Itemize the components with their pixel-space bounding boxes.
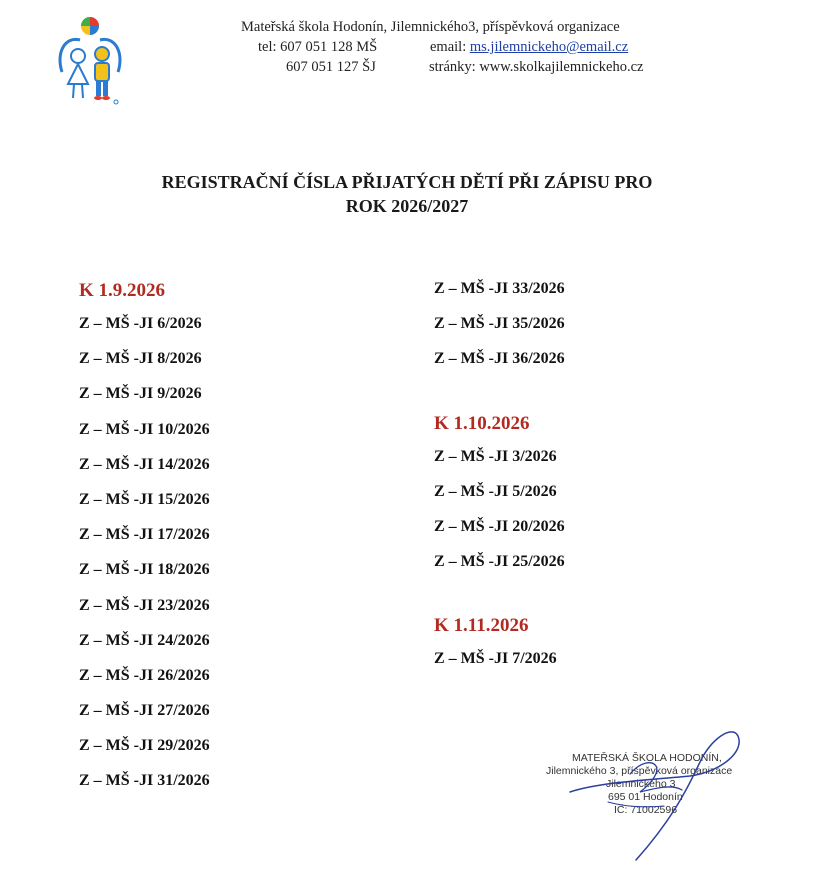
kindergarten-logo-icon bbox=[50, 14, 130, 106]
school-name: Mateřská škola Hodonín, Jilemnického3, příspěvková organizace bbox=[241, 19, 620, 35]
stamp-line: Jilemnického 3, příspěvková organizace bbox=[546, 765, 733, 777]
registration-number: Z – MŠ -JI 35/2026 bbox=[434, 315, 565, 333]
email-line bbox=[430, 38, 628, 57]
registration-number: Z – MŠ -JI 15/2026 bbox=[79, 490, 210, 508]
document-title-line-2: ROK 2026/2027 bbox=[345, 196, 469, 216]
stamp-line: IČ: 71002596 bbox=[614, 804, 678, 816]
registration-number: Z – MŠ -JI 26/2026 bbox=[79, 666, 210, 684]
signature-icon bbox=[560, 722, 760, 872]
registration-number: Z – MŠ -JI 8/2026 bbox=[79, 350, 202, 368]
registration-number: Z – MŠ -JI 31/2026 bbox=[79, 772, 210, 790]
registration-number: Z – MŠ -JI 27/2026 bbox=[79, 702, 210, 720]
registration-list-november bbox=[434, 641, 565, 676]
registration-number: Z – MŠ -JI 33/2026 bbox=[434, 280, 565, 297]
registration-list-october bbox=[434, 439, 565, 580]
left-column bbox=[79, 276, 210, 799]
registration-number: Z – MŠ -JI 14/2026 bbox=[79, 455, 210, 473]
registration-number: Z – MŠ -JI 18/2026 bbox=[79, 561, 210, 579]
registration-list-september bbox=[79, 306, 210, 799]
registration-number: Z – MŠ -JI 17/2026 bbox=[79, 526, 210, 544]
registration-list-september-continued bbox=[434, 271, 565, 377]
registration-number: Z – MŠ -JI 24/2026 bbox=[79, 631, 210, 649]
registration-number: Z – MŠ -JI 6/2026 bbox=[79, 315, 202, 332]
group-heading-november: K 1.11.2026 bbox=[434, 615, 529, 637]
registration-number: Z – MŠ -JI 3/2026 bbox=[434, 447, 557, 465]
phone-line-1: tel: 607 051 128 MŠ bbox=[258, 39, 378, 55]
registration-number: Z – MŠ -JI 20/2026 bbox=[434, 517, 565, 535]
phone-line-2: 607 051 127 ŠJ bbox=[286, 59, 376, 75]
website-line: stránky: www.skolkajilemnickeho.cz bbox=[429, 59, 644, 75]
registration-number: Z – MŠ -JI 10/2026 bbox=[79, 420, 210, 438]
group-heading-september: K 1.9.2026 bbox=[79, 280, 166, 301]
registration-number: Z – MŠ -JI 29/2026 bbox=[79, 737, 210, 755]
registration-number: Z – MŠ -JI 36/2026 bbox=[434, 350, 565, 368]
registration-number: Z – MŠ -JI 25/2026 bbox=[434, 553, 565, 571]
stamp-line: Jilemnického 3 bbox=[606, 778, 676, 790]
registration-number: Z – MŠ -JI 5/2026 bbox=[434, 482, 557, 500]
registration-number: Z – MŠ -JI 9/2026 bbox=[79, 385, 202, 403]
email-label: email: bbox=[430, 39, 467, 55]
document-title-line-1: REGISTRAČNÍ ČÍSLA PŘIJATÝCH DĚTÍ PŘI ZÁPISU PRO bbox=[161, 172, 653, 192]
stamp-line: MATEŘSKÁ ŠKOLA HODONÍN, bbox=[572, 752, 722, 764]
stamp-line: 695 01 Hodonín bbox=[608, 791, 683, 803]
email-link[interactable]: ms.jilemnickeho@email.cz bbox=[469, 39, 629, 55]
group-heading-october: K 1.10.2026 bbox=[434, 412, 530, 434]
right-column bbox=[434, 271, 565, 677]
registration-number: Z – MŠ -JI 23/2026 bbox=[79, 596, 210, 614]
registration-number: Z – MŠ -JI 7/2026 bbox=[434, 650, 557, 668]
